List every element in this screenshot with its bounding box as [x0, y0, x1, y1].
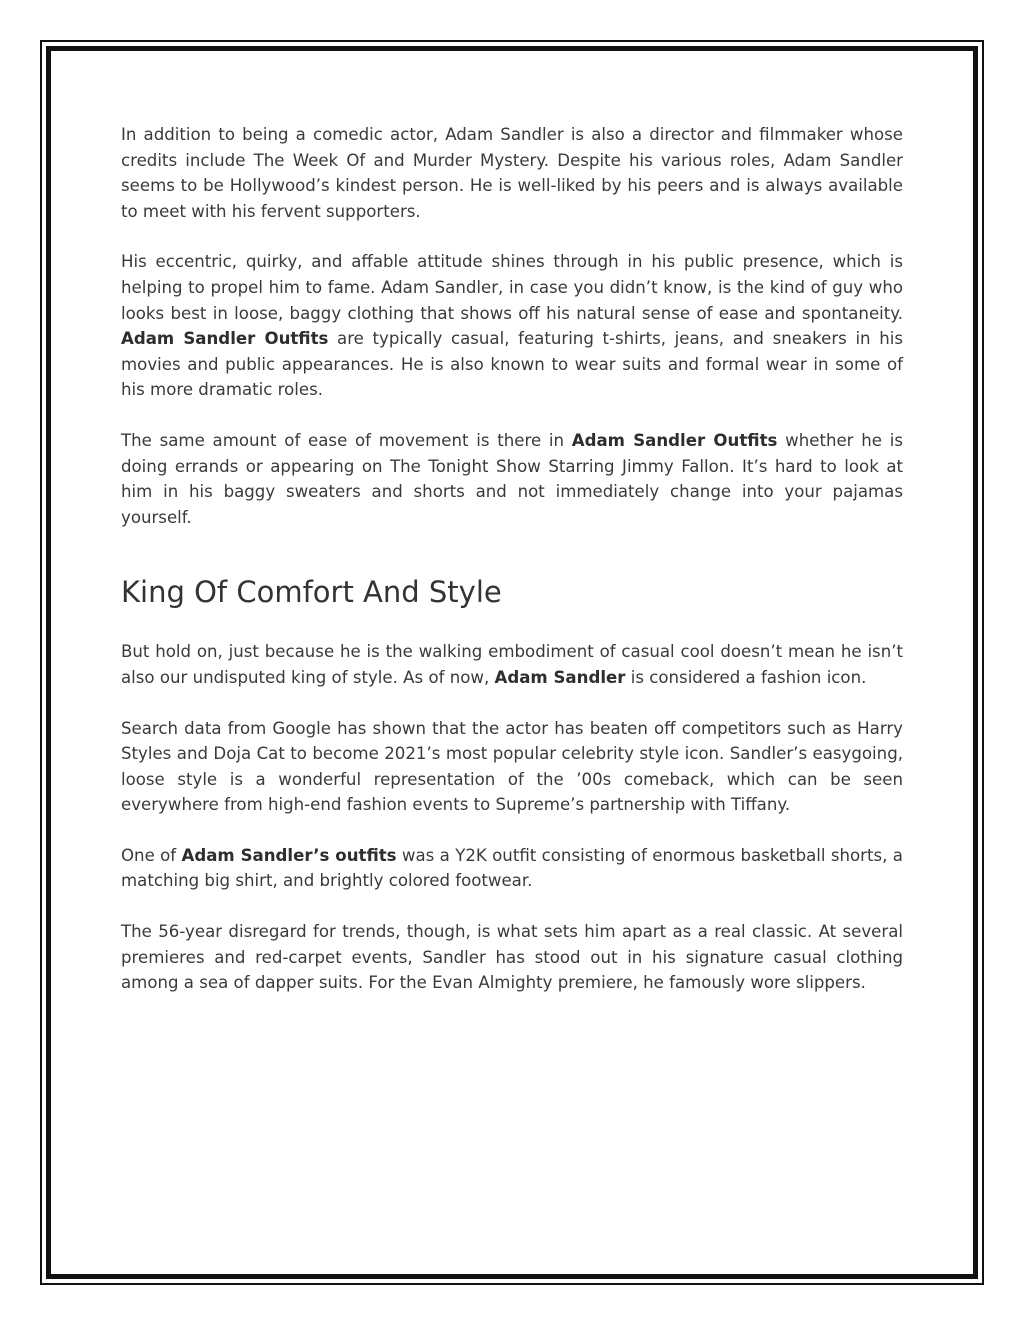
paragraph	[121, 716, 903, 818]
paragraph	[121, 919, 903, 996]
text-run: The same amount of ease of movement is there in	[121, 430, 572, 450]
paragraph	[121, 428, 903, 530]
bold-phrase: Adam Sandler Outfits	[571, 430, 778, 450]
document-body	[121, 122, 903, 1021]
style-section	[121, 639, 903, 996]
intro-section	[121, 122, 903, 530]
bold-phrase: Adam Sandler	[494, 667, 626, 687]
paragraph	[121, 122, 903, 224]
section-heading: King Of Comfort And Style	[121, 575, 502, 610]
text-run: whether he is doing errands or appearing on The Tonight Show Starring Jimmy Fallon. It’s hard to look at him in his baggy sweaters and shorts and not immediately change into your pajamas yourself.	[121, 430, 903, 527]
text-run: One of	[121, 845, 182, 865]
text-run: His eccentric, quirky, and affable attitude shines through in his public presence, which is helping to propel him to fame. Adam Sandler, in case you didn’t know, is the kind of guy who looks best in loose, baggy clothing that shows off his natural sense of ease and spontaneity.	[121, 252, 903, 323]
text-run: is considered a fashion icon.	[625, 667, 867, 687]
text-run: In addition to being a comedic actor, Adam Sandler is also a director and filmmaker whose credits include The Week Of and Murder Mystery. Despite his various roles, Adam Sandler seems to be Hollywood’s kindest person. He is well-liked by his peers and is always available to meet with his fervent supporters.	[121, 125, 903, 221]
text-run: Search data from Google has shown that the actor has beaten off competitors such as Harry Styles and Doja Cat to become 2021’s most popular celebrity style icon. Sandler’s easygoing, loose style is a wonderful representation of the ’00s comeback, which can be seen everywhere from high-end fashion events to Supreme’s partnership with Tiffany.	[121, 718, 903, 815]
text-run: are typically casual, featuring t-shirts, jeans, and sneakers in his movies and public appearances. He is also known to wear suits and formal wear in some of his more dramatic roles.	[121, 329, 903, 400]
text-run: But hold on, just because he is the walking embodiment of casual cool doesn’t mean he isn’t also our undisputed king of style. As of now,	[121, 642, 903, 687]
bold-phrase: Adam Sandler Outfits	[121, 329, 329, 349]
paragraph	[121, 249, 903, 403]
text-run: was a Y2K outfit consisting of enormous basketball shorts, a matching big shirt, and brightly colored footwear.	[121, 845, 903, 891]
paragraph	[121, 639, 903, 690]
text-run: The 56-year disregard for trends, though, is what sets him apart as a real classic. At several premieres and red-carpet events, Sandler has stood out in his signature casual clothing among a sea of dapper suits. For the Evan Almighty premiere, he famously wore slippers.	[121, 922, 903, 993]
paragraph	[121, 843, 903, 894]
bold-phrase: Adam Sandler’s outfits	[181, 845, 397, 865]
